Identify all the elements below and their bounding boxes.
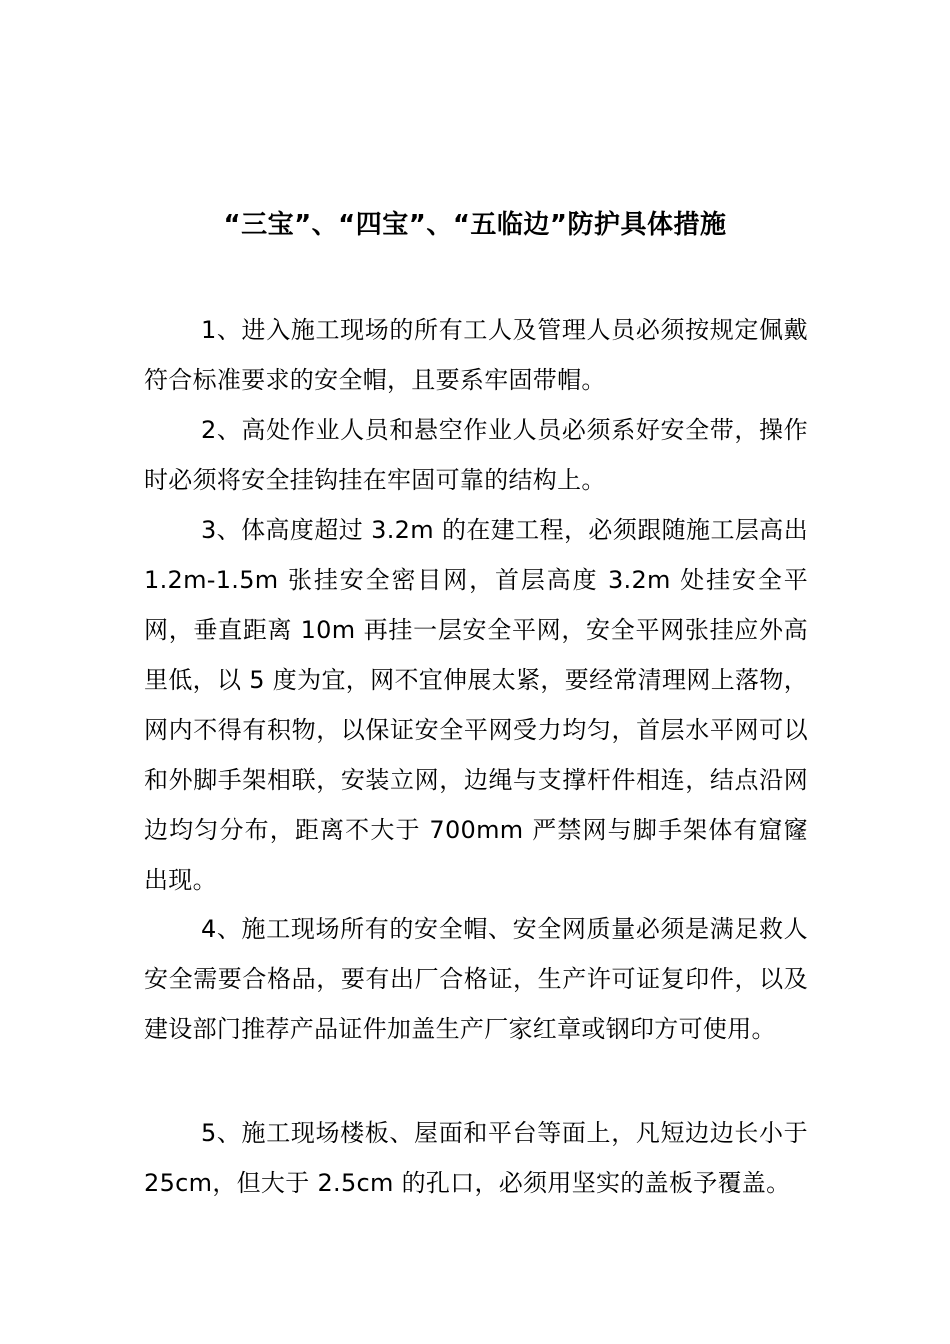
paragraph-2: 2、高处作业人员和悬空作业人员必须系好安全带，操作时必须将安全挂钩挂在牢固可靠的结构上。 [144,416,808,494]
paragraph-5: 5、施工现场楼板、屋面和平台等面上，凡短边边长小于 25cm，但大于 2.5cm 的孔口，必须用坚实的盖板予覆盖。 [144,1119,808,1197]
paragraph-4: 4、施工现场所有的安全帽、安全网质量必须是满足救人安全需要合格品，要有出厂合格证，生产许可证复印件，以及建设部门推荐产品证件加盖生产厂家红章或钢印方可使用。 [144,915,808,1043]
paragraph-3: 3、体高度超过 3.2m 的在建工程，必须跟随施工层高出 1.2m-1.5m 张挂安全密目网，首层高度 3.2m 处挂安全平网，垂直距离 10m 再挂一层安全平网，安全平网张挂应外高里低，以 5 度为宜，网不宜伸展太紧，要经常清理网上落物，网内不得有积物，以保证安全平网受力均匀，首层水平网可以和外脚手架相联，安装立网，边绳与支撑杆件相连，结点沿网边均匀分布，距离不大于 700mm 严禁网与脚手架体有窟窿出现。 [144,516,808,894]
document-title: “三宝”、“四宝”、“五临边”防护具体措施 [223,210,727,240]
paragraph-1: 1、进入施工现场的所有工人及管理人员必须按规定佩戴符合标准要求的安全帽，且要系牢固带帽。 [144,316,808,394]
